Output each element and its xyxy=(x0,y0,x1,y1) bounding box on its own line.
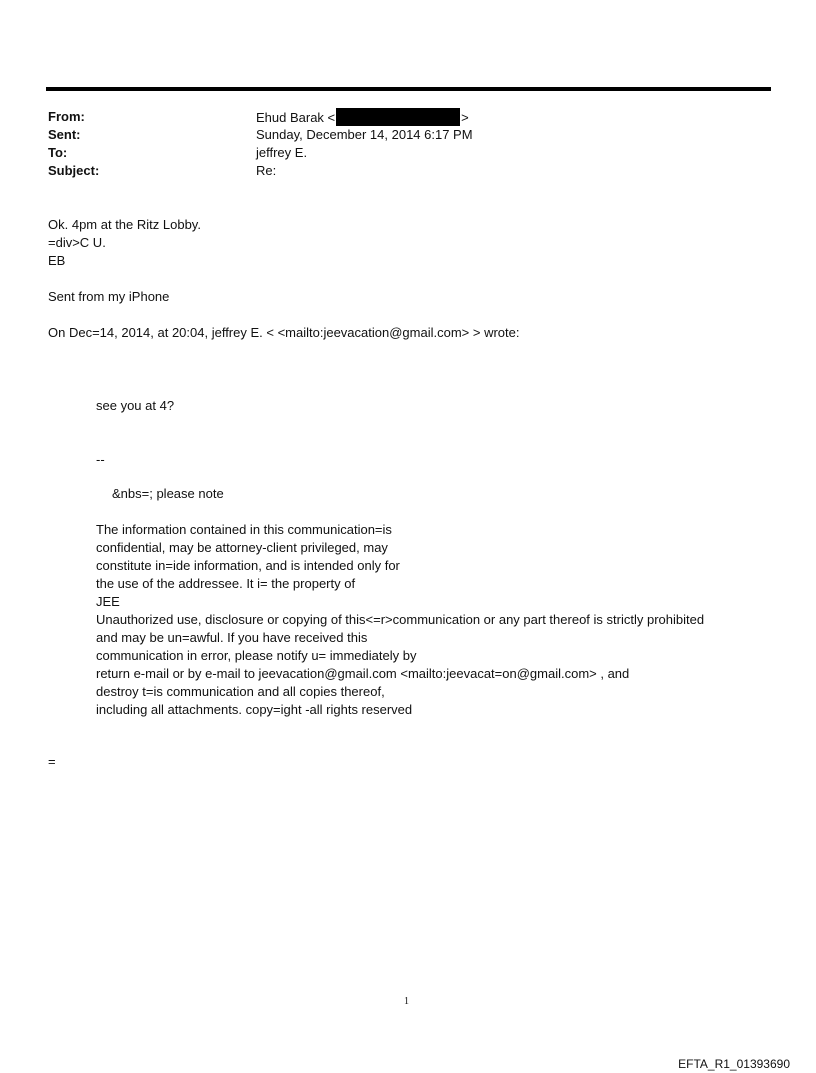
disclaimer-line: destroy t=is communication and all copies thereof, xyxy=(96,684,385,699)
disclaimer-line: constitute in=ide information, and is intended only for xyxy=(96,558,400,573)
document-id: EFTA_R1_01393690 xyxy=(678,1057,790,1071)
body-line-2: =div>C U. xyxy=(48,235,106,250)
body-line-3: EB xyxy=(48,253,66,268)
trailing-equals: = xyxy=(48,754,56,769)
sent-from-line: Sent from my iPhone xyxy=(48,289,170,304)
disclaimer-line: and may be un=awful. If you have received this xyxy=(96,630,368,645)
disclaimer-line: including all attachments. copy=ight -all rights reserved xyxy=(96,702,413,717)
to-label: To: xyxy=(48,145,68,160)
signature-separator: -- xyxy=(96,452,105,467)
subject-label: Subject: xyxy=(48,163,100,178)
subject-value: Re: xyxy=(256,163,277,178)
from-value xyxy=(256,108,469,127)
disclaimer-line: confidential, may be attorney-client privileged, may xyxy=(96,540,388,555)
redaction-box xyxy=(336,108,460,126)
sent-label: Sent: xyxy=(48,127,81,142)
from-name: Ehud Barak < xyxy=(256,110,336,125)
to-value: jeffrey E. xyxy=(256,145,308,160)
quoted-message: see you at 4? xyxy=(96,398,175,413)
nbs-note: &nbs=; please note xyxy=(112,486,224,501)
disclaimer-line: return e-mail or by e-mail to jeevacation@gmail.com <mailto:jeevacat=on@gmail.com> , and xyxy=(96,666,630,681)
body-line-1: Ok. 4pm at the Ritz Lobby. xyxy=(48,217,201,232)
disclaimer-line: JEE xyxy=(96,594,120,609)
sent-value: Sunday, December 14, 2014 6:17 PM xyxy=(256,127,473,142)
from-close: > xyxy=(461,110,469,125)
header-rule xyxy=(46,87,771,91)
from-label: From: xyxy=(48,109,85,124)
disclaimer-line: The information contained in this communication=is xyxy=(96,522,392,537)
page-number: 1 xyxy=(404,996,409,1007)
quote-intro: On Dec=14, 2014, at 20:04, jeffrey E. < <mailto:jeevacation@gmail.com> > wrote: xyxy=(48,325,520,340)
disclaimer-line: the use of the addressee. It i= the property of xyxy=(96,576,356,591)
disclaimer-line: Unauthorized use, disclosure or copying of this<=r>communication or any part thereof is strictly prohibited xyxy=(96,612,705,627)
disclaimer-line: communication in error, please notify u= immediately by xyxy=(96,648,417,663)
